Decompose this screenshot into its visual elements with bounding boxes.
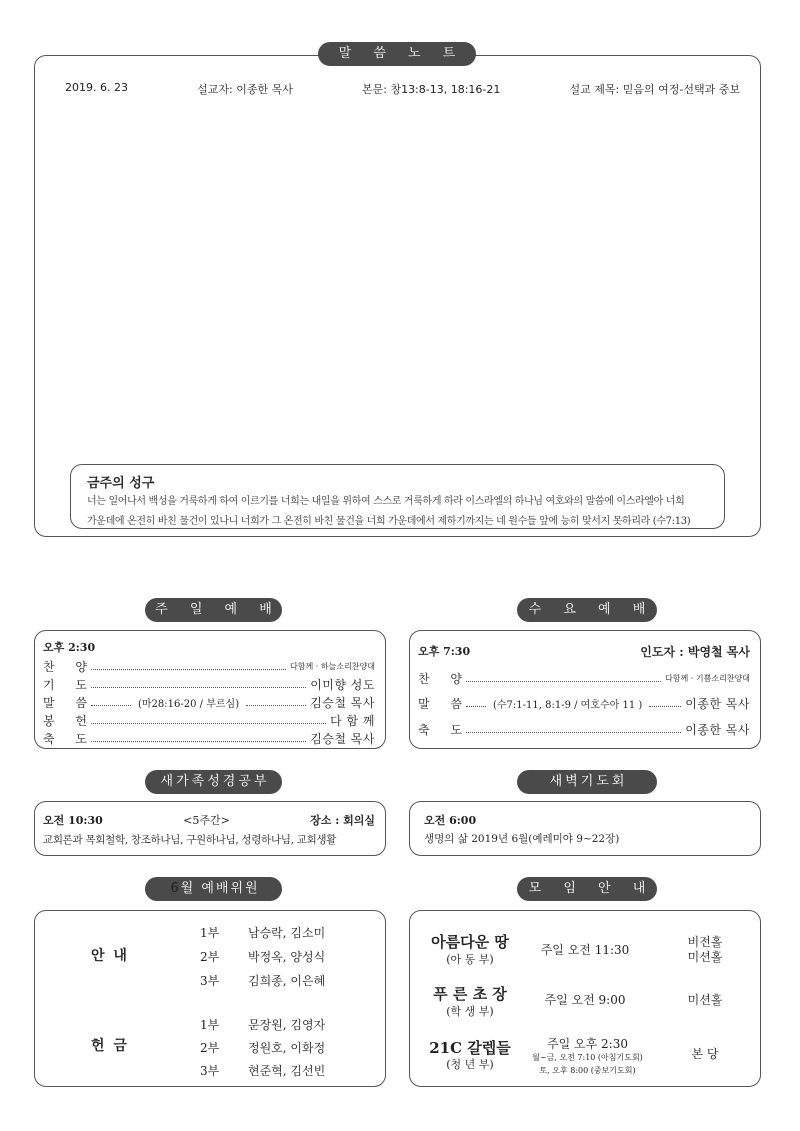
- offering-part-3: 3부: [200, 1064, 220, 1078]
- meeting-youth-name: 21C 갈렙들: [429, 1039, 511, 1057]
- meeting-children-place-2: 미션홀: [687, 950, 723, 964]
- sunday-row-prayer: 기 도 이미향 성도: [43, 677, 375, 692]
- sermon-info: [65, 81, 740, 97]
- family-study-weeks: <5주간>: [183, 814, 230, 827]
- offering-part-2: 2부: [200, 1041, 220, 1055]
- meeting-students-place: 미션홀: [687, 993, 723, 1007]
- dawn-prayer-time: 오전 6:00: [424, 814, 477, 827]
- meeting-students-dept: (학 생 부): [446, 1005, 494, 1018]
- verse-line-1: 너는 일어나서 백성을 거룩하게 하여 이르기를 너희는 내일을 위하여 스스로 거룩하게 하라 이스라엘의 하나님 여호와의 말씀에 이스라엘아 너희: [87, 496, 685, 507]
- sunday-row-sermon: 말 씀 (마28:16-20 / 부르심) 김승철 목사: [43, 695, 375, 710]
- worship-members-title: 6월 예배위원: [145, 877, 282, 901]
- offering-names-3: 현준혁, 김선빈: [248, 1064, 326, 1078]
- meeting-youth-weekday: 월~금, 오전 7:10 (아침기도회): [532, 1053, 643, 1062]
- meeting-children-name: 아름다운 땅: [431, 933, 509, 951]
- meeting-youth-time: 주일 오후 2:30: [547, 1037, 628, 1051]
- family-study-box: [34, 801, 386, 856]
- sermon-note-title: 말 씀 노 트: [318, 42, 476, 66]
- wednesday-service-box: [409, 630, 761, 749]
- guide-part-2: 2부: [200, 950, 220, 964]
- wednesday-time: 오후 7:30: [418, 645, 471, 658]
- meetings-box: [409, 910, 761, 1087]
- meeting-youth-saturday: 토, 오후 8:00 (중보기도회): [539, 1066, 636, 1075]
- meeting-students-name: 푸 른 초 장: [433, 985, 507, 1003]
- wednesday-row-sermon: 말 씀 (수7:1-11, 8:1-9 / 여호수아 11 ) 이종한 목사: [418, 696, 750, 711]
- sermon-title: 설교 제목: 믿음의 여정-선택과 중보: [569, 83, 740, 96]
- dawn-prayer-box: [409, 801, 761, 856]
- meeting-youth-place: 본 당: [691, 1047, 719, 1061]
- scripture: 본문: 창13:8-13, 18:16-21: [361, 83, 501, 96]
- family-study-topics: 교회론과 목회철학, 창조하나님, 구원하나님, 성령하나님, 교회생활: [43, 834, 337, 846]
- meetings-title: 모 임 안 내: [517, 877, 657, 901]
- guide-part-1: 1부: [200, 926, 220, 940]
- sunday-row-offering: 봉 헌 다 함 께: [43, 713, 375, 728]
- wednesday-service-title: 수 요 예 배: [517, 598, 657, 622]
- guide-names-2: 박정옥, 양성식: [248, 950, 326, 964]
- guide-label: 안 내: [91, 948, 129, 964]
- sunday-service-header: [43, 639, 375, 655]
- weekly-verse-text: [87, 492, 714, 532]
- dawn-prayer-desc: 생명의 삶 2019년 6월(예레미야 9~22장): [424, 833, 620, 845]
- preacher: 설교자: 이종한 목사: [197, 83, 293, 96]
- sunday-row-hymn: 찬 양 다함께 · 하늘소리찬양대: [43, 659, 375, 674]
- family-study-title: 새가족성경공부: [145, 770, 282, 794]
- guide-names-1: 남승락, 김소미: [248, 926, 326, 940]
- meeting-children-place-1: 비전홀: [687, 935, 723, 949]
- offering-names-2: 정원호, 이화정: [248, 1041, 326, 1055]
- month-number: 6: [170, 881, 181, 896]
- weekly-verse-title: 금주의 성구: [87, 476, 155, 491]
- meeting-children-dept: (아 동 부): [446, 953, 494, 966]
- family-study-place: 장소 : 회의실: [310, 814, 375, 827]
- weekly-verse-box: [70, 464, 725, 529]
- guide-part-3: 3부: [200, 974, 220, 988]
- sermon-date: 2019. 6. 23: [65, 81, 128, 94]
- wednesday-leader: 인도자 : 박영철 목사: [640, 645, 750, 659]
- family-study-time: 오전 10:30: [43, 814, 103, 827]
- sunday-row-benediction: 축 도 김승철 목사: [43, 731, 375, 746]
- sunday-service-title: 주 일 예 배: [145, 598, 282, 622]
- sunday-service-box: [34, 630, 386, 749]
- wednesday-row-benediction: 축 도 이종한 목사: [418, 722, 750, 737]
- guide-names-3: 김희종, 이은혜: [248, 974, 326, 988]
- offering-label: 헌 금: [91, 1038, 129, 1054]
- dawn-prayer-title: 새벽기도회: [517, 770, 657, 794]
- offering-names-1: 문장원, 김영자: [248, 1018, 326, 1032]
- verse-line-2: 가운데에 온전히 바친 물건이 있나니 너희가 그 온전히 바친 물건을 너희 가운데에서 제하기까지는 네 원수들 앞에 능히 맞서지 못하리라 (수7:13): [87, 516, 691, 527]
- meeting-students-time: 주일 오전 9:00: [544, 993, 626, 1007]
- offering-part-1: 1부: [200, 1018, 220, 1032]
- worship-members-box: [34, 910, 386, 1087]
- wednesday-service-header: [418, 643, 750, 660]
- wednesday-row-hymn: 찬 양 다함께 · 기쁨소리찬양대: [418, 671, 750, 686]
- sunday-time: 오후 2:30: [43, 641, 96, 654]
- meeting-youth-dept: (청 년 부): [446, 1058, 494, 1071]
- meeting-children-time: 주일 오전 11:30: [540, 943, 630, 957]
